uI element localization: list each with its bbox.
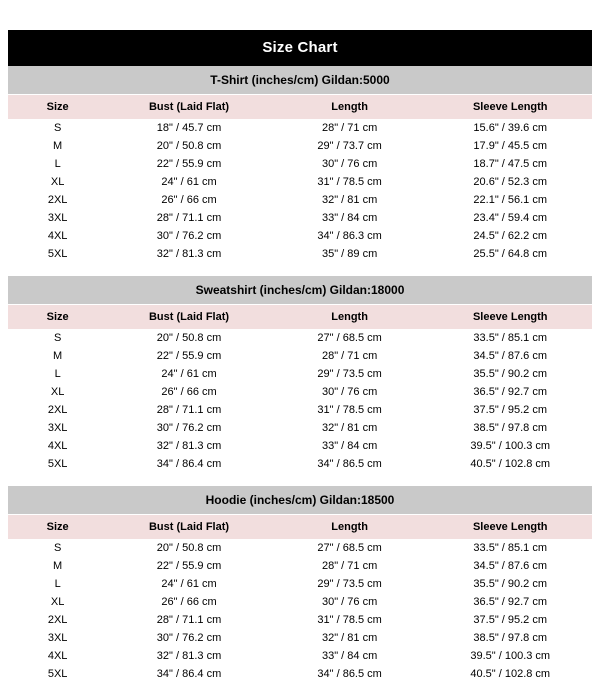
cell-length: 29" / 73.5 cm — [271, 575, 429, 593]
column-header-row — [8, 305, 592, 330]
cell-bust: 30" / 76.2 cm — [107, 629, 271, 647]
cell-sleeve: 39.5" / 100.3 cm — [428, 647, 592, 665]
cell-bust: 32" / 81.3 cm — [107, 245, 271, 263]
table-row — [8, 329, 592, 347]
table-row — [8, 227, 592, 245]
cell-sleeve: 20.6" / 52.3 cm — [428, 173, 592, 191]
cell-length: 31" / 78.5 cm — [271, 611, 429, 629]
cell-length: 30" / 76 cm — [271, 155, 429, 173]
cell-size: 3XL — [8, 209, 107, 227]
page-title: Size Chart — [8, 30, 592, 66]
table-row — [8, 611, 592, 629]
cell-sleeve: 33.5" / 85.1 cm — [428, 329, 592, 347]
section-tshirt-rows — [8, 119, 592, 276]
cell-sleeve: 23.4" / 59.4 cm — [428, 209, 592, 227]
column-header-row — [8, 95, 592, 120]
table-row — [8, 209, 592, 227]
cell-sleeve: 35.5" / 90.2 cm — [428, 575, 592, 593]
cell-size: M — [8, 347, 107, 365]
cell-bust: 28" / 71.1 cm — [107, 209, 271, 227]
column-header-length: Length — [271, 305, 429, 330]
column-header-sleeve: Sleeve Length — [428, 305, 592, 330]
table-row — [8, 401, 592, 419]
cell-sleeve: 35.5" / 90.2 cm — [428, 365, 592, 383]
table-row — [8, 347, 592, 365]
column-header-row — [8, 515, 592, 540]
cell-bust: 30" / 76.2 cm — [107, 227, 271, 245]
column-header-size: Size — [8, 305, 107, 330]
cell-length: 31" / 78.5 cm — [271, 401, 429, 419]
section-sweatshirt — [8, 276, 592, 329]
cell-bust: 28" / 71.1 cm — [107, 611, 271, 629]
cell-bust: 30" / 76.2 cm — [107, 419, 271, 437]
cell-bust: 24" / 61 cm — [107, 365, 271, 383]
cell-length: 31" / 78.5 cm — [271, 173, 429, 191]
cell-length: 27" / 68.5 cm — [271, 329, 429, 347]
cell-size: 4XL — [8, 227, 107, 245]
cell-bust: 24" / 61 cm — [107, 575, 271, 593]
column-header-bust: Bust (Laid Flat) — [107, 95, 271, 120]
cell-length: 33" / 84 cm — [271, 437, 429, 455]
section-header-row — [8, 486, 592, 515]
table-row — [8, 629, 592, 647]
section-header-row — [8, 276, 592, 305]
cell-sleeve: 15.6" / 39.6 cm — [428, 119, 592, 137]
cell-bust: 22" / 55.9 cm — [107, 557, 271, 575]
cell-size: 4XL — [8, 437, 107, 455]
table-row — [8, 191, 592, 209]
cell-sleeve: 38.5" / 97.8 cm — [428, 629, 592, 647]
table-row — [8, 245, 592, 263]
cell-size: 3XL — [8, 419, 107, 437]
table-row — [8, 365, 592, 383]
cell-length: 27" / 68.5 cm — [271, 539, 429, 557]
cell-length: 29" / 73.7 cm — [271, 137, 429, 155]
cell-length: 35" / 89 cm — [271, 245, 429, 263]
table-row — [8, 155, 592, 173]
section-title: Sweatshirt (inches/cm) Gildan:18000 — [8, 276, 592, 305]
cell-sleeve: 18.7" / 47.5 cm — [428, 155, 592, 173]
cell-length: 30" / 76 cm — [271, 383, 429, 401]
cell-bust: 34" / 86.4 cm — [107, 455, 271, 473]
cell-sleeve: 25.5" / 64.8 cm — [428, 245, 592, 263]
cell-length: 33" / 84 cm — [271, 209, 429, 227]
cell-bust: 26" / 66 cm — [107, 593, 271, 611]
cell-sleeve: 17.9" / 45.5 cm — [428, 137, 592, 155]
cell-size: M — [8, 557, 107, 575]
cell-sleeve: 40.5" / 102.8 cm — [428, 665, 592, 683]
cell-length: 32" / 81 cm — [271, 419, 429, 437]
cell-bust: 32" / 81.3 cm — [107, 437, 271, 455]
table-row — [8, 539, 592, 557]
cell-bust: 34" / 86.4 cm — [107, 665, 271, 683]
cell-size: 2XL — [8, 401, 107, 419]
cell-size: S — [8, 539, 107, 557]
cell-length: 30" / 76 cm — [271, 593, 429, 611]
cell-size: 2XL — [8, 191, 107, 209]
cell-bust: 26" / 66 cm — [107, 383, 271, 401]
column-header-size: Size — [8, 95, 107, 120]
size-chart-table — [8, 66, 592, 683]
section-hoodie — [8, 486, 592, 539]
cell-length: 34" / 86.5 cm — [271, 455, 429, 473]
table-row — [8, 437, 592, 455]
cell-size: 4XL — [8, 647, 107, 665]
cell-bust: 20" / 50.8 cm — [107, 539, 271, 557]
cell-bust: 24" / 61 cm — [107, 173, 271, 191]
table-row — [8, 647, 592, 665]
cell-bust: 32" / 81.3 cm — [107, 647, 271, 665]
cell-sleeve: 24.5" / 62.2 cm — [428, 227, 592, 245]
cell-length: 32" / 81 cm — [271, 629, 429, 647]
cell-bust: 26" / 66 cm — [107, 191, 271, 209]
table-row — [8, 119, 592, 137]
cell-sleeve: 37.5" / 95.2 cm — [428, 611, 592, 629]
table-row — [8, 557, 592, 575]
cell-bust: 20" / 50.8 cm — [107, 137, 271, 155]
table-row — [8, 593, 592, 611]
cell-sleeve: 38.5" / 97.8 cm — [428, 419, 592, 437]
column-header-sleeve: Sleeve Length — [428, 95, 592, 120]
table-row — [8, 383, 592, 401]
table-row — [8, 665, 592, 683]
cell-size: 5XL — [8, 665, 107, 683]
cell-bust: 22" / 55.9 cm — [107, 347, 271, 365]
table-row — [8, 173, 592, 191]
size-chart-page — [0, 30, 600, 680]
cell-size: 5XL — [8, 455, 107, 473]
cell-size: L — [8, 575, 107, 593]
cell-size: XL — [8, 173, 107, 191]
cell-sleeve: 34.5" / 87.6 cm — [428, 347, 592, 365]
table-row — [8, 575, 592, 593]
cell-sleeve: 33.5" / 85.1 cm — [428, 539, 592, 557]
cell-length: 34" / 86.3 cm — [271, 227, 429, 245]
cell-bust: 18" / 45.7 cm — [107, 119, 271, 137]
cell-size: 2XL — [8, 611, 107, 629]
cell-size: 3XL — [8, 629, 107, 647]
cell-size: L — [8, 365, 107, 383]
cell-length: 28" / 71 cm — [271, 119, 429, 137]
section-sweatshirt-rows — [8, 329, 592, 486]
cell-length: 29" / 73.5 cm — [271, 365, 429, 383]
cell-length: 34" / 86.5 cm — [271, 665, 429, 683]
cell-size: L — [8, 155, 107, 173]
cell-bust: 28" / 71.1 cm — [107, 401, 271, 419]
section-header-row — [8, 66, 592, 95]
cell-sleeve: 36.5" / 92.7 cm — [428, 383, 592, 401]
section-spacer — [8, 473, 592, 486]
section-hoodie-rows — [8, 539, 592, 683]
table-row — [8, 419, 592, 437]
column-header-size: Size — [8, 515, 107, 540]
cell-sleeve: 36.5" / 92.7 cm — [428, 593, 592, 611]
cell-sleeve: 22.1" / 56.1 cm — [428, 191, 592, 209]
cell-sleeve: 37.5" / 95.2 cm — [428, 401, 592, 419]
cell-size: 5XL — [8, 245, 107, 263]
table-row — [8, 137, 592, 155]
section-spacer — [8, 263, 592, 276]
cell-length: 33" / 84 cm — [271, 647, 429, 665]
column-header-length: Length — [271, 515, 429, 540]
cell-length: 28" / 71 cm — [271, 557, 429, 575]
cell-size: M — [8, 137, 107, 155]
cell-sleeve: 39.5" / 100.3 cm — [428, 437, 592, 455]
cell-bust: 22" / 55.9 cm — [107, 155, 271, 173]
section-title: Hoodie (inches/cm) Gildan:18500 — [8, 486, 592, 515]
cell-size: XL — [8, 593, 107, 611]
cell-length: 28" / 71 cm — [271, 347, 429, 365]
column-header-length: Length — [271, 95, 429, 120]
column-header-sleeve: Sleeve Length — [428, 515, 592, 540]
cell-size: XL — [8, 383, 107, 401]
table-row — [8, 455, 592, 473]
cell-size: S — [8, 119, 107, 137]
column-header-bust: Bust (Laid Flat) — [107, 305, 271, 330]
cell-size: S — [8, 329, 107, 347]
section-tshirt — [8, 66, 592, 119]
cell-sleeve: 40.5" / 102.8 cm — [428, 455, 592, 473]
cell-length: 32" / 81 cm — [271, 191, 429, 209]
section-title: T-Shirt (inches/cm) Gildan:5000 — [8, 66, 592, 95]
column-header-bust: Bust (Laid Flat) — [107, 515, 271, 540]
cell-sleeve: 34.5" / 87.6 cm — [428, 557, 592, 575]
cell-bust: 20" / 50.8 cm — [107, 329, 271, 347]
